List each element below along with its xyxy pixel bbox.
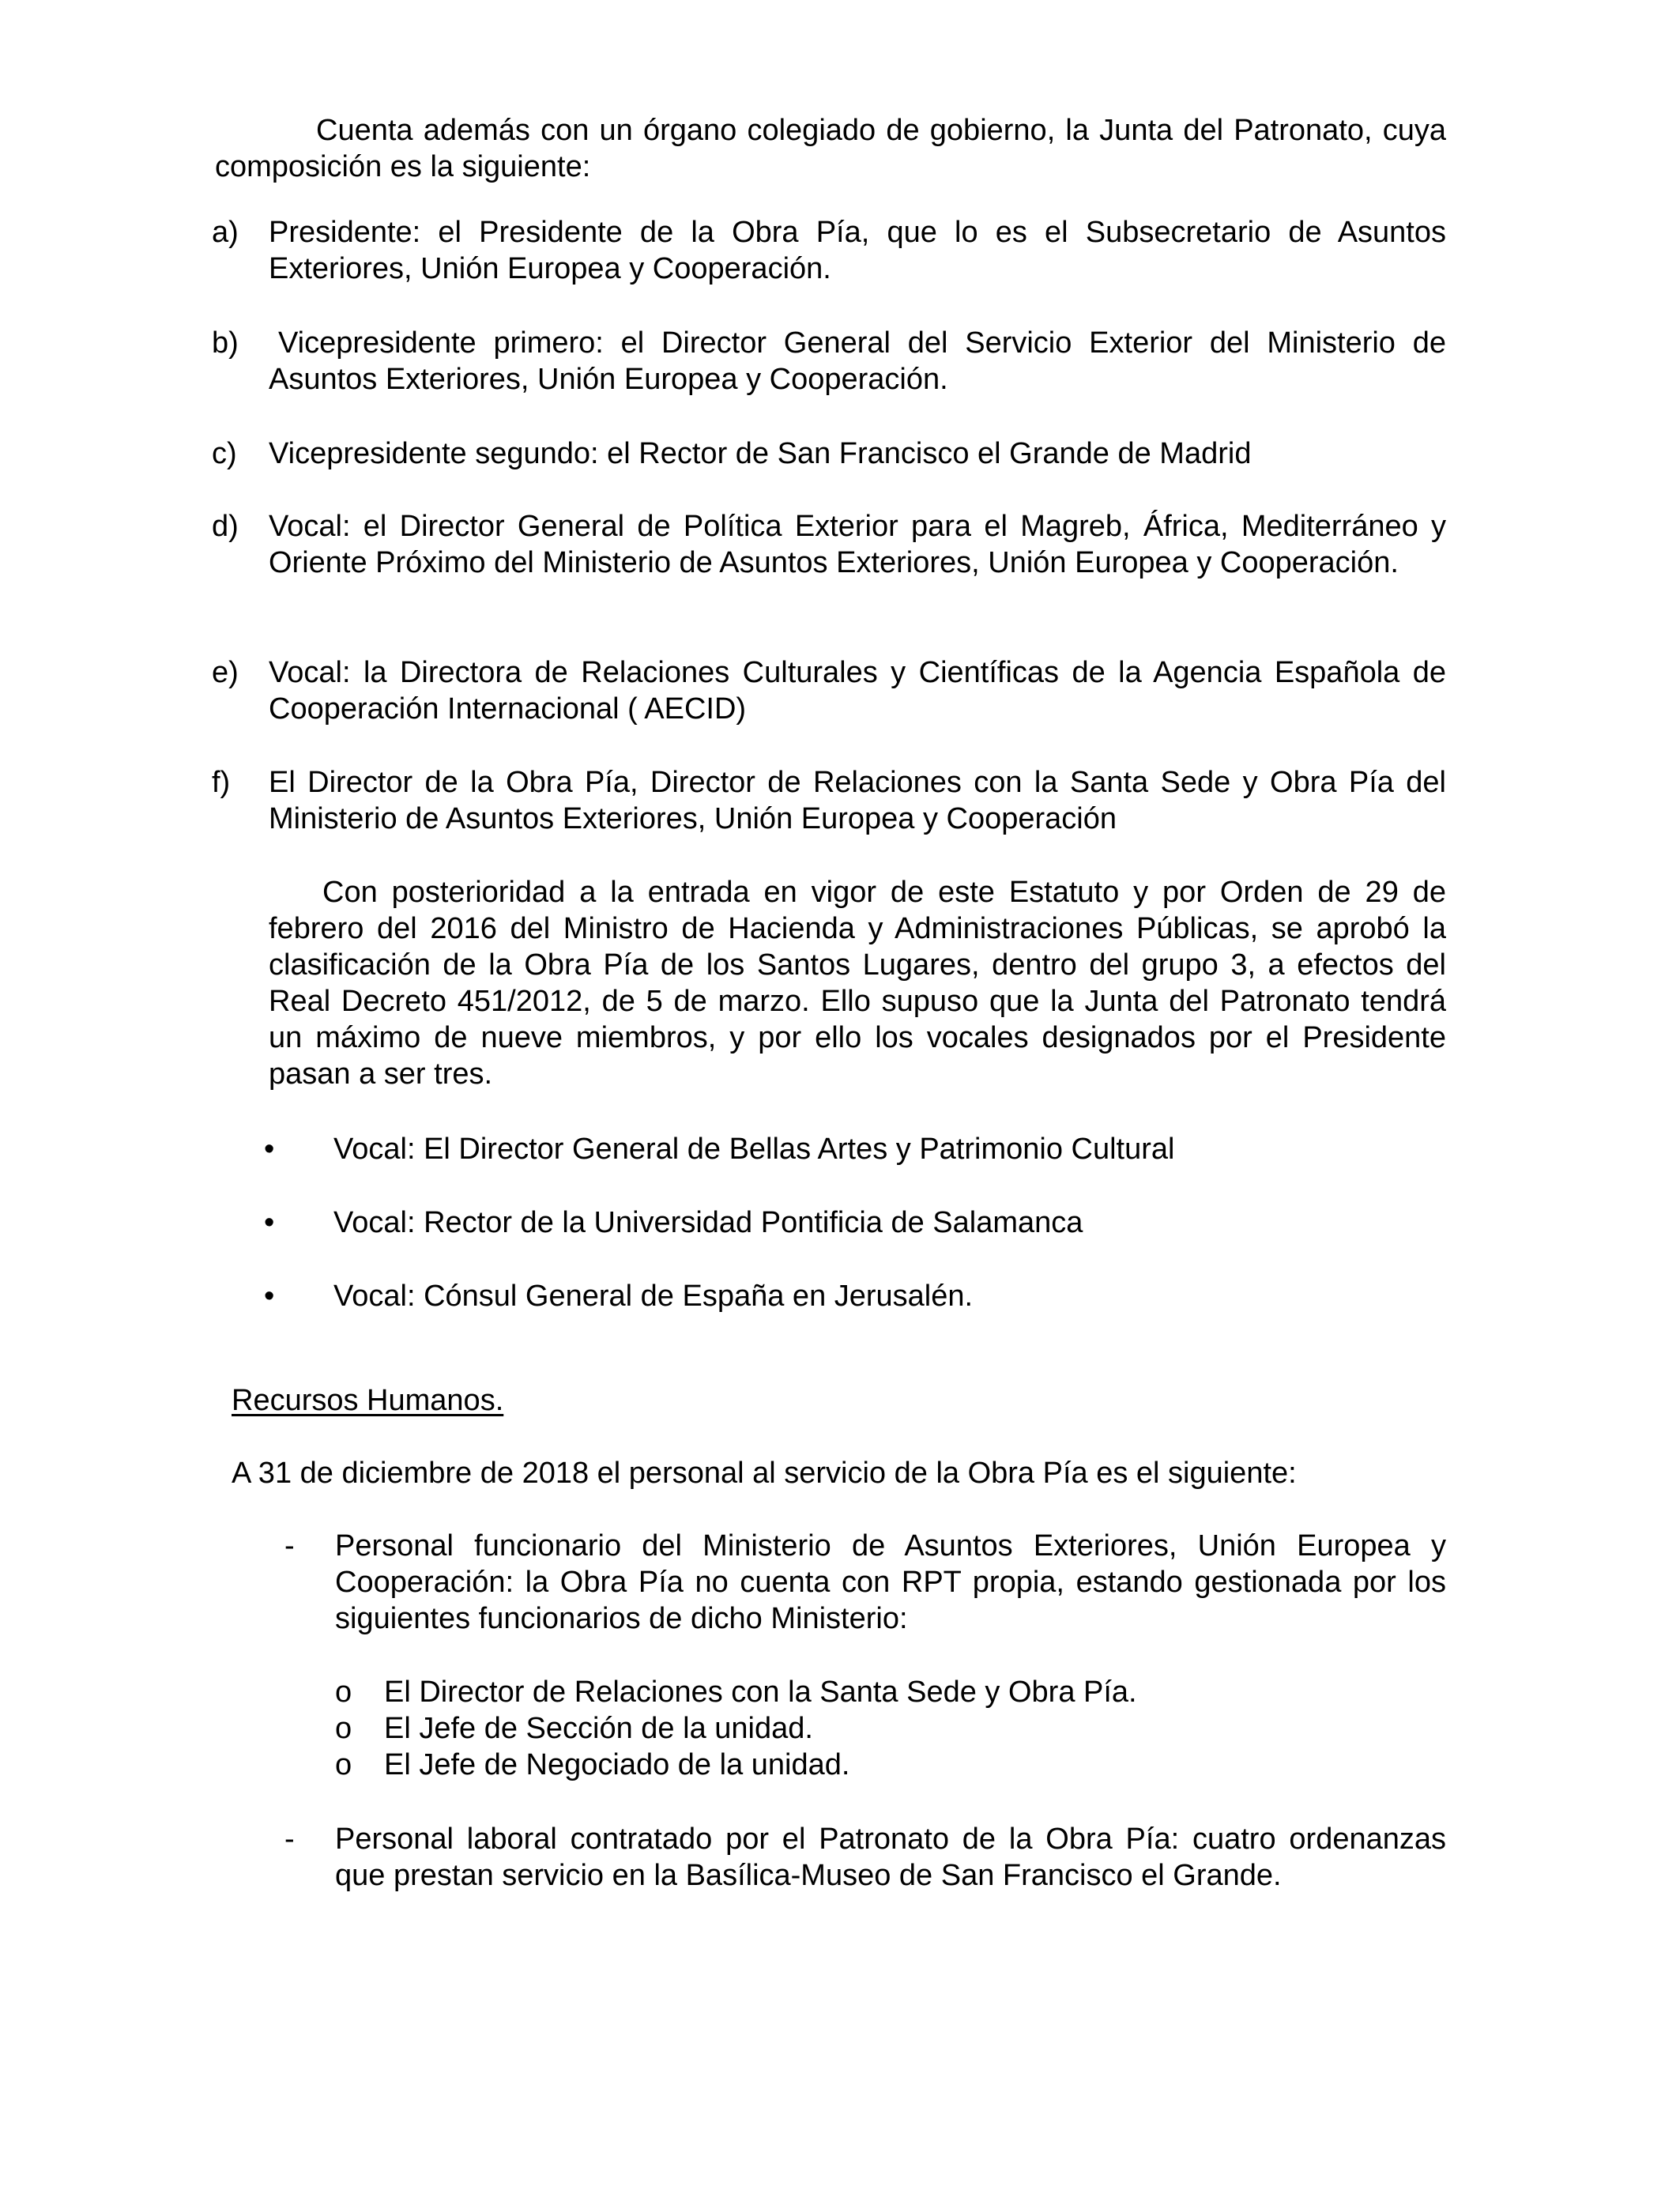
- bullet-marker: •: [264, 1206, 275, 1239]
- funcionario-item: [335, 1747, 1446, 1783]
- member-item-f: [212, 764, 1446, 837]
- circle-marker: o: [335, 1748, 352, 1781]
- funcionario-item: [335, 1674, 1446, 1710]
- vocal-text: Vocal: Cónsul General de España en Jerusalén.: [333, 1280, 974, 1313]
- circle-marker: o: [335, 1676, 352, 1709]
- member-text: Vicepresidente segundo: el Rector de San Francisco el Grande de Madrid: [269, 437, 1252, 470]
- member-text: El Director de la Obra Pía, Director de Relaciones con la Santa Sede y Obra Pía del Ministerio de Asuntos Exteriores, Unión Europea y Cooperación: [269, 766, 1446, 835]
- member-text: Vocal: el Director General de Política Exterior para el Magreb, África, Mediterráneo y Oriente Próximo del Ministerio de Asuntos Exteriores, Unión Europea y Cooperación.: [269, 510, 1446, 579]
- vocal-text: Vocal: El Director General de Bellas Artes y Patrimonio Cultural: [333, 1133, 1175, 1166]
- bullet-marker: •: [264, 1133, 275, 1166]
- circle-marker: o: [335, 1712, 352, 1745]
- member-item-c: [212, 435, 1446, 472]
- dash-marker: -: [284, 1529, 295, 1563]
- intro-paragraph: Cuenta además con un órgano colegiado de gobierno, la Junta del Patronato, cuya composición es la siguiente:: [215, 114, 1446, 183]
- funcionario-text: El Jefe de Sección de la unidad.: [384, 1712, 813, 1745]
- rrhh-intro-paragraph: A 31 de diciembre de 2018 el personal al servicio de la Obra Pía es el siguiente:: [232, 1457, 1297, 1490]
- dash-marker: -: [284, 1823, 295, 1856]
- funcionario-text: El Director de Relaciones con la Santa Sede y Obra Pía.: [384, 1676, 1137, 1709]
- member-item-b: [212, 325, 1446, 398]
- posterior-paragraph: Con posterioridad a la entrada en vigor de este Estatuto y por Orden de 29 de febrero del 2016 del Ministro de Hacienda y Administraciones Públicas, se aprobó la clasificación de la Obra Pía de los Santos Lugares, dentro del grupo 3, a efectos del Real Decreto 451/2012, de 5 de marzo. Ello supuso que la Junta del Patronato tendrá un máximo de nueve miembros, y por ello los vocales designados por el Presidente pasan a ser tres.: [269, 876, 1446, 1091]
- member-marker: c): [212, 437, 237, 470]
- staff-item: [284, 1821, 1446, 1894]
- member-marker: e): [212, 656, 239, 689]
- bullet-marker: •: [264, 1280, 275, 1313]
- member-marker: a): [212, 216, 239, 249]
- section-heading-recursos-humanos: Recursos Humanos.: [232, 1384, 504, 1417]
- staff-item: [284, 1528, 1446, 1637]
- funcionario-text: El Jefe de Negociado de la unidad.: [384, 1748, 850, 1781]
- vocal-text: Vocal: Rector de la Universidad Pontificia de Salamanca: [333, 1206, 1083, 1239]
- member-item-e: [212, 654, 1446, 727]
- member-text: Vocal: la Directora de Relaciones Culturales y Científicas de la Agencia Española de Cooperación Internacional ( AECID): [269, 656, 1446, 726]
- staff-text: Personal laboral contratado por el Patronato de la Obra Pía: cuatro ordenanzas que prestan servicio en la Basílica-Museo de San Francisco el Grande.: [335, 1823, 1446, 1892]
- member-marker: f): [212, 766, 231, 799]
- member-item-a: [212, 214, 1446, 287]
- member-marker: d): [212, 510, 239, 543]
- funcionario-item: [335, 1710, 1446, 1747]
- member-item-d: [212, 508, 1446, 581]
- staff-text: Personal funcionario del Ministerio de Asuntos Exteriores, Unión Europea y Cooperación: la Obra Pía no cuenta con RPT propia, estando gestionada por los siguientes funcionarios de dicho Ministerio:: [335, 1529, 1446, 1635]
- member-text: Vicepresidente primero: el Director General del Servicio Exterior del Ministerio de Asuntos Exteriores, Unión Europea y Cooperación.: [269, 326, 1446, 396]
- member-marker: b): [212, 326, 239, 360]
- member-text: Presidente: el Presidente de la Obra Pía, que lo es el Subsecretario de Asuntos Exteriores, Unión Europea y Cooperación.: [269, 216, 1446, 285]
